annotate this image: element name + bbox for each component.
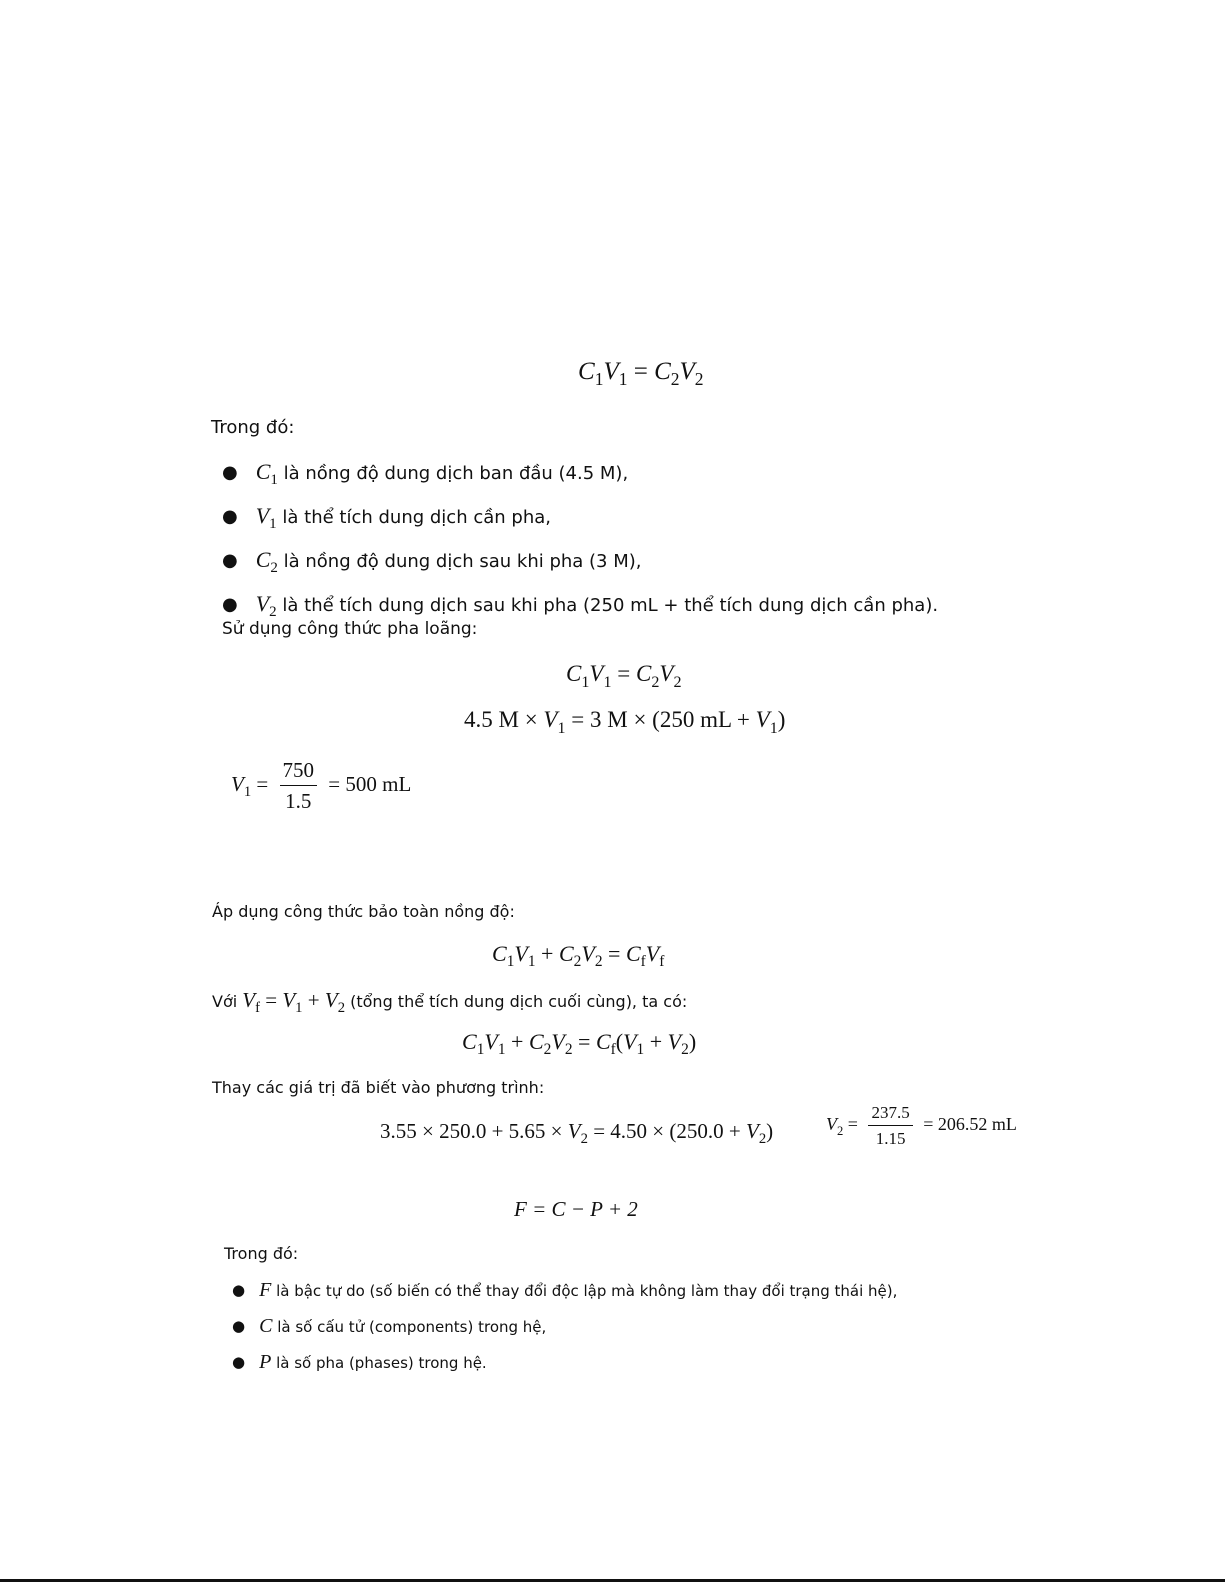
substitute-text: Thay các giá trị đã biết vào phương trình: (212, 1078, 545, 1097)
section3-intro: Trong đó: (224, 1244, 299, 1263)
page-bottom-border (0, 1579, 1225, 1582)
list-item: ● P là số pha (phases) trong hệ. (232, 1351, 487, 1373)
dilution-formula-top: $C_1V_1 = C_2V_2$ (578, 358, 704, 390)
section2-intro: Áp dụng công thức bảo toàn nồng độ: (212, 902, 515, 921)
dilution-equation: 4.5 $M \times V_1 = 3$ M × (250 mL + $V_1$) (464, 707, 786, 737)
conservation-formula-expanded: $C_1V_1 + C_2V_2 = C_f(V_1 + V_2)$ (462, 1029, 697, 1059)
list-item: ● F là bậc tự do (số biến có thể thay đổi độc lập mà không làm thay đổi trạng thái hệ), (232, 1279, 898, 1301)
v2-result: $V_2$ = $\frac{237.5}{1.15}$ = 206.52 mL (826, 1103, 1017, 1148)
section1-intro: Trong đó: (211, 417, 295, 438)
fraction: $\frac{237.5}{1.15}$ (868, 1103, 912, 1149)
usage-text: Sử dụng công thức pha loãng: (222, 619, 478, 639)
dilution-formula: $C_1V_1 = C_2V_2$ (566, 661, 682, 691)
list-item: ● $C_1$ là nồng độ dung dịch ban đầu (4.5 M), (222, 459, 629, 489)
conservation-formula: $C_1V_1 + C_2V_2 = C_fV_f$ (492, 941, 665, 971)
list-item: ● $V_1$ là thể tích dung dịch cần pha, (222, 503, 551, 533)
list-item: ● $V_2$ là thể tích dung dịch sau khi pha (250 mL + thể tích dung dịch cần pha). (222, 591, 939, 621)
list-item: ● C là số cấu tử (components) trong hệ, (232, 1315, 547, 1337)
fraction: $\frac{750}{1.5}$ (280, 758, 318, 814)
v1-result: $V_1$ = $\frac{750}{1.5}$ = 500 mL (231, 758, 412, 813)
with-line: Với $V_f = V_1 + V_2$ (tổng thể tích dung dịch cuối cùng), ta có: (212, 988, 688, 1017)
phase-rule-formula: F = C − P + 2 (514, 1197, 638, 1221)
list-item: ● $C_2$ là nồng độ dung dịch sau khi pha (3 M), (222, 547, 642, 577)
substituted-equation: $3.55 \times 250.0 + 5.65 \times V_2 = 4.50 \times (250.0 + V_2)$ (380, 1119, 774, 1148)
